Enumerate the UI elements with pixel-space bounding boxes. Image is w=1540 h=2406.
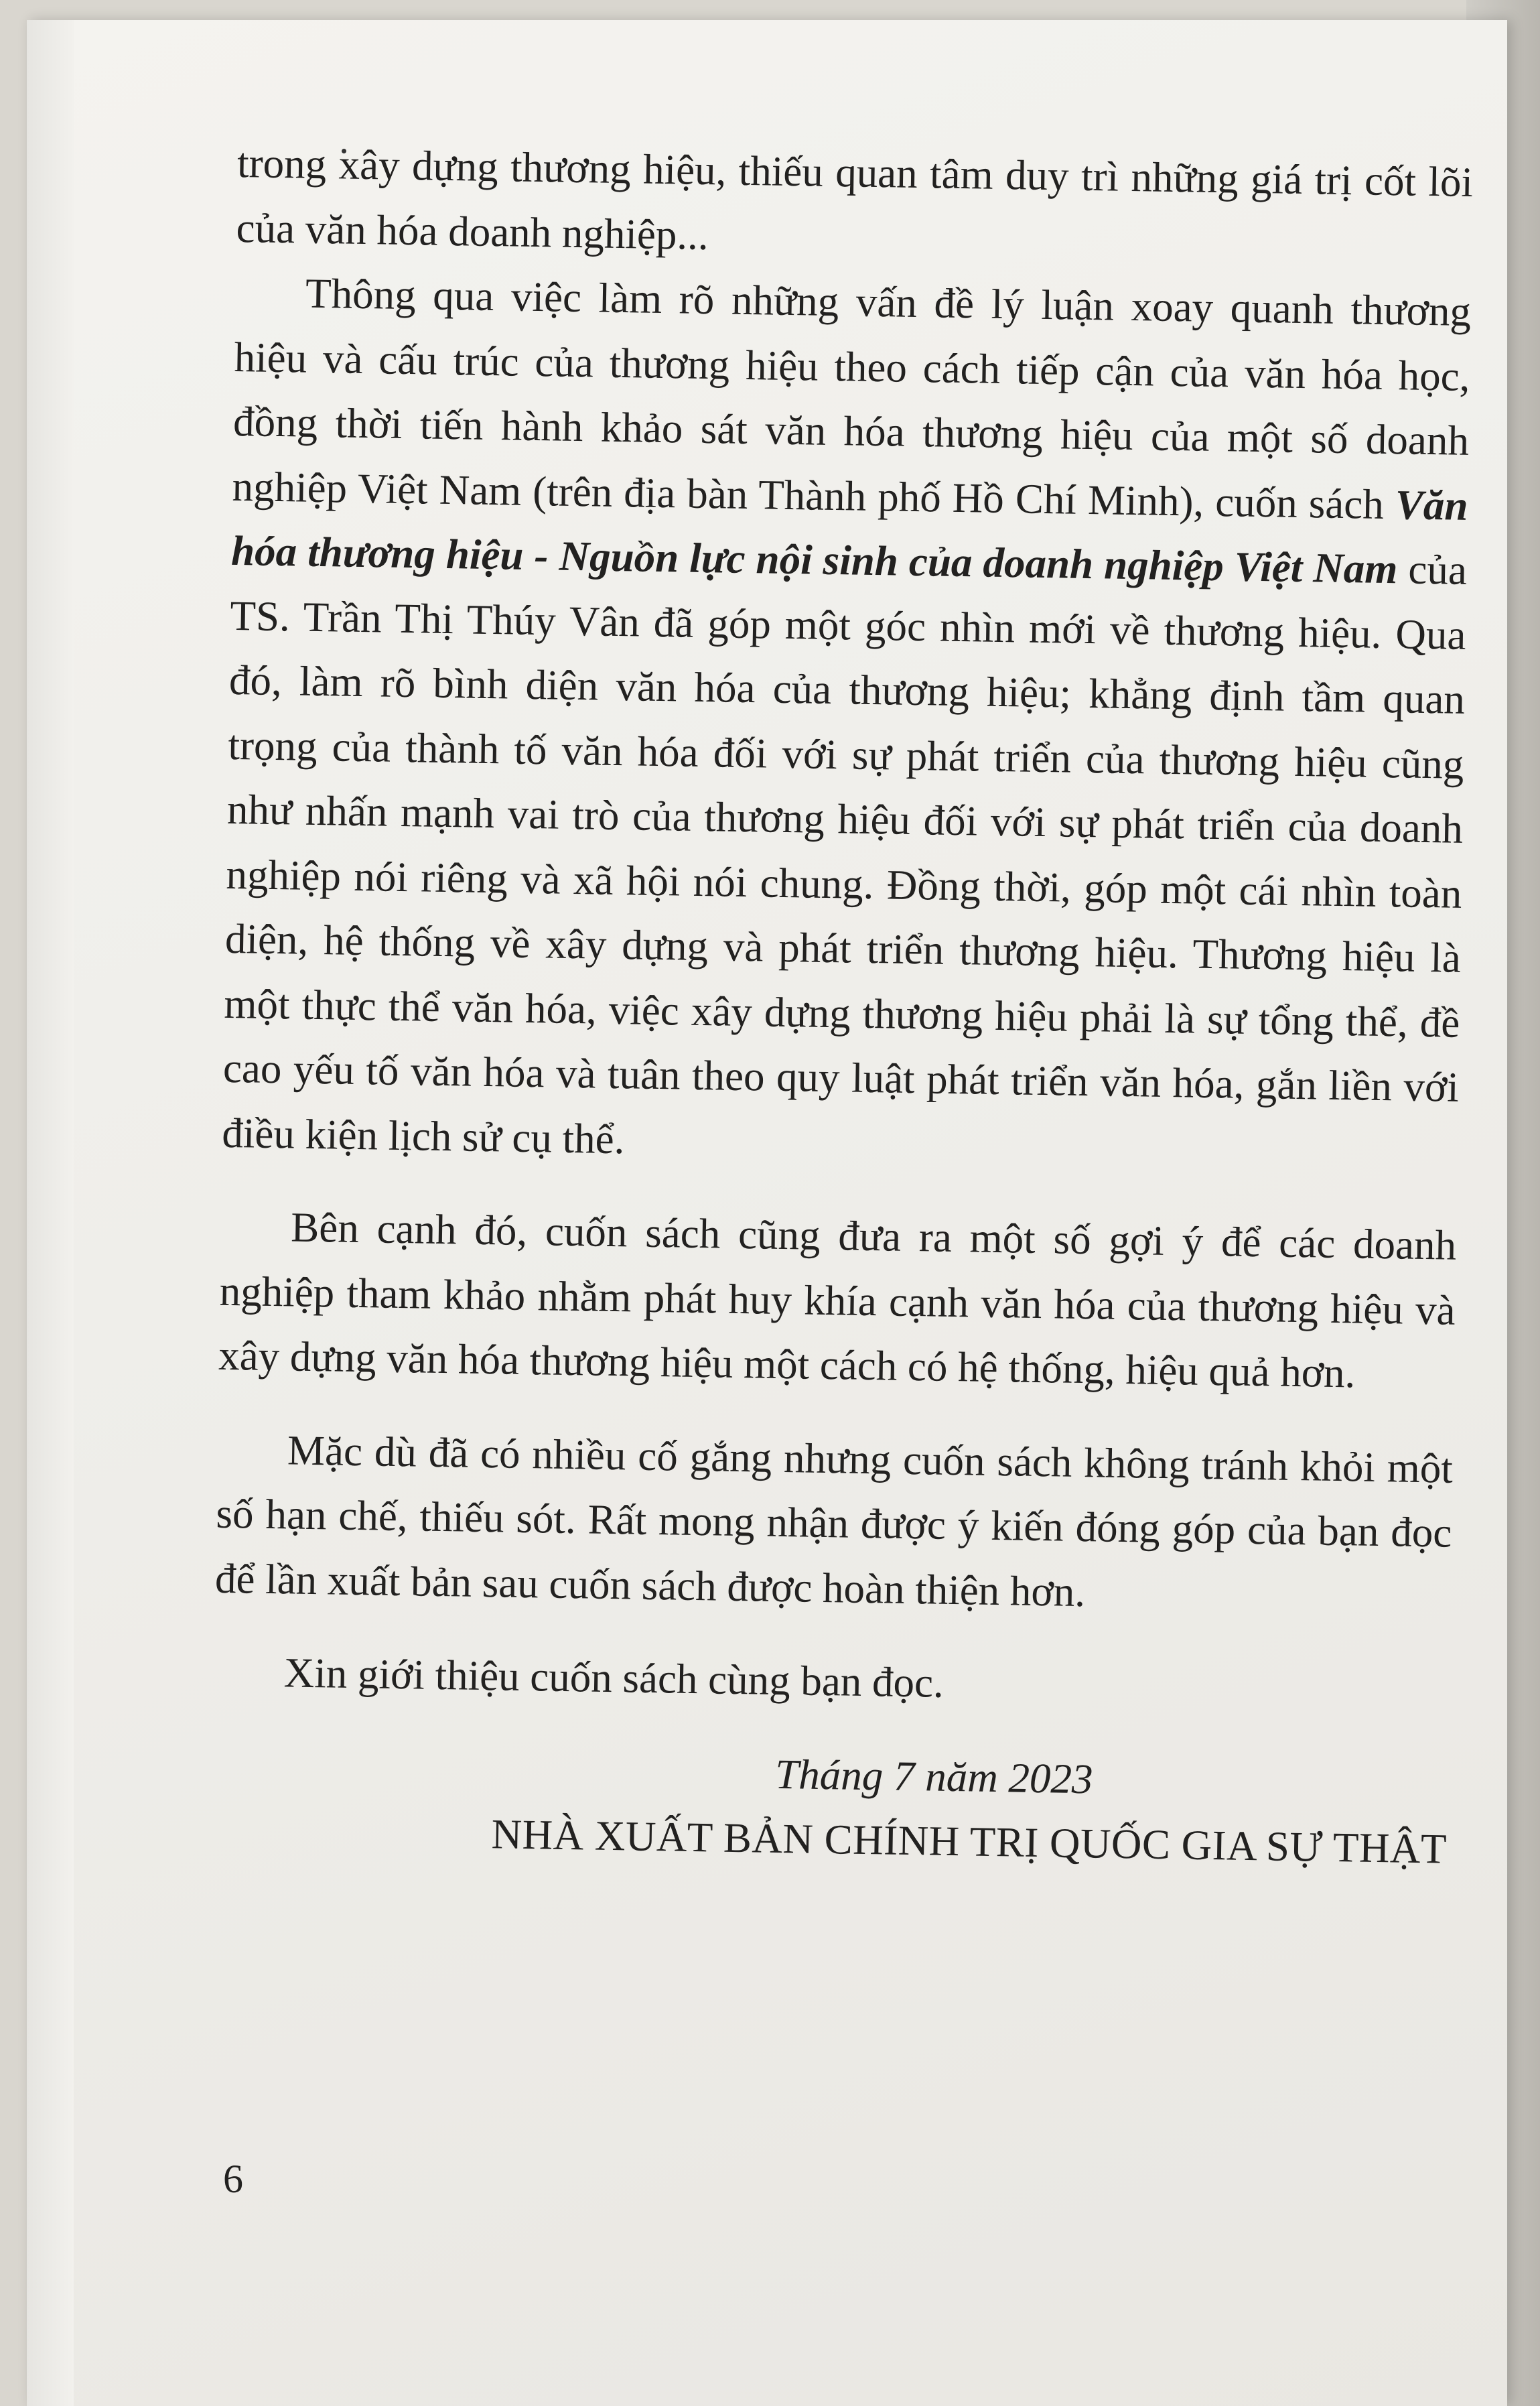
page-number: 6: [223, 2157, 243, 2201]
paragraph-continuation: trong xây dựng thương hiệu, thiếu quan tâm duy trì những giá trị cốt lõi của văn hóa doanh nghiệp...: [236, 139, 1474, 259]
paragraph-limitations: Mặc dù đã có nhiều cố gắng nhưng cuốn sách không tránh khỏi một số hạn chế, thiếu sót. Rất mong nhận được ý kiến đóng góp của bạn đọc để lần xuất bản sau cuốn sách được hoàn thiện hơn.: [214, 1426, 1454, 1615]
summary-text-start: Thông qua việc làm rõ những vấn đề lý luận xoay quanh thương hiệu và cấu trúc của thương hiệu theo cách tiếp cận của văn hóa học, đồng thời tiến hành khảo sát văn hóa thương hiệu của một số doanh nghiệp Việt Nam (trên địa bàn Thành phố Hồ Chí Minh), cuốn sách: [232, 269, 1472, 528]
signoff-publisher: NHÀ XUẤT BẢN CHÍNH TRỊ QUỐC GIA SỰ THẬT: [491, 1810, 1448, 1873]
page-text: [210, 131, 1473, 1881]
summary-text-end: của TS. Trần Thị Thúy Vân đã góp một góc nhìn mới về thương hiệu. Qua đó, làm rõ bình diện văn hóa của thương hiệu; khẳng định tầm quan trọng của thành tố văn hóa đối với sự phát triển của thương hiệu cũng như nhấn mạnh vai trò của thương hiệu đối với sự phát triển của doanh nghiệp nói riêng và xã hội nói chung. Đồng thời, góp một cái nhìn toàn diện, hệ thống về xây dựng và phát triển thương hiệu. Thương hiệu là một thực thể văn hóa, việc xây dựng thương hiệu phải là sự tổng thể, đề cao yếu tố văn hóa và tuân theo quy luật phát triển văn hóa, gắn liền với điều kiện lịch sử cụ thể.: [221, 545, 1468, 1162]
paragraph-book-summary: [222, 260, 1472, 1185]
paragraph-suggestions: Bên cạnh đó, cuốn sách cũng đưa ra một số gợi ý để các doanh nghiệp tham khảo nhằm phát huy khía cạnh văn hóa của thương hiệu và xây dựng văn hóa thương hiệu một cách có hệ thống, hiệu quả hơn.: [218, 1203, 1457, 1397]
paragraph-introduction: Xin giới thiệu cuốn sách cùng bạn đọc.: [283, 1649, 944, 1707]
book-title: Văn hóa thương hiệu - Nguồn lực nội sinh của doanh nghiệp Việt Nam: [230, 480, 1468, 593]
signoff-date: Tháng 7 năm 2023: [774, 1750, 1094, 1802]
page-edge: [27, 20, 74, 2406]
